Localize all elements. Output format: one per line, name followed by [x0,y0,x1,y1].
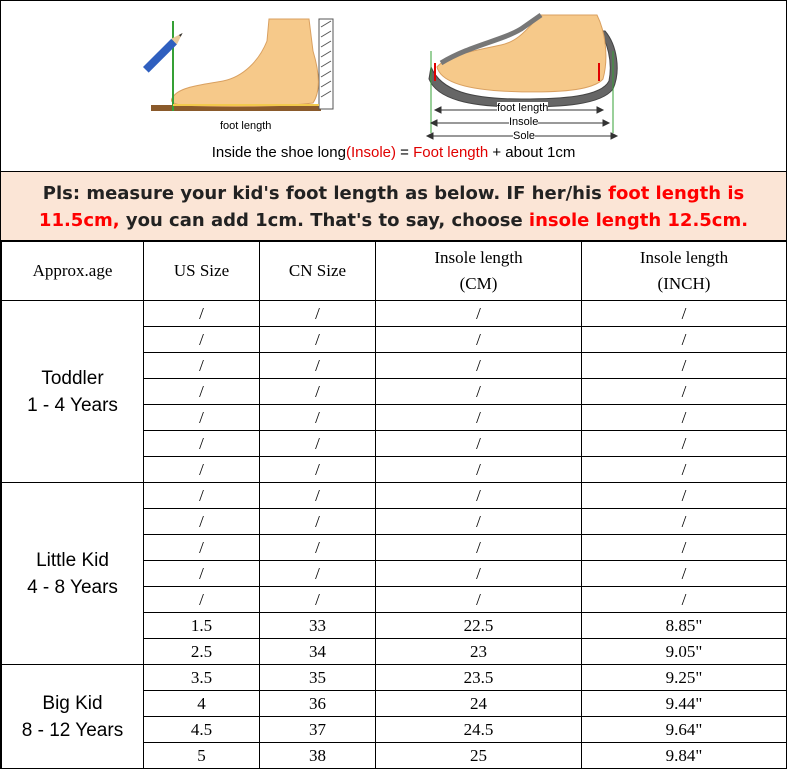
us-size-cell: / [144,405,260,431]
cn-size-cell: / [260,327,376,353]
insole-cm-cell: / [376,457,582,483]
insole-inch-cell: 9.25" [582,665,787,691]
age-group-cell [2,483,144,665]
us-size-cell: 4.5 [144,717,260,743]
insole-cm-cell: / [376,405,582,431]
insole-cm-cell: 23.5 [376,665,582,691]
header-us-size: US Size [144,242,260,301]
shoe-sole-label: Sole [513,130,536,142]
insole-cm-cell: / [376,509,582,535]
measurement-note [1,172,786,241]
caption-insole: (Insole) [345,144,396,161]
us-size-cell: 1.5 [144,613,260,639]
us-size-cell: / [144,587,260,613]
cn-size-cell: / [260,561,376,587]
cn-size-cell: / [260,301,376,327]
note-line-1 [1,180,786,207]
cn-size-cell: 33 [260,613,376,639]
us-size-cell: / [144,301,260,327]
insole-inch-cell: / [582,535,787,561]
cn-size-cell: / [260,587,376,613]
insole-inch-cell: / [582,379,787,405]
foot-measure-illustration [1,1,786,141]
us-size-cell: / [144,457,260,483]
note-line2-mid: you can add 1cm. That's to say, choose [119,210,529,231]
insole-cm-cell: 22.5 [376,613,582,639]
header-insole-cm-line1: Insole length [434,248,523,267]
insole-cm-cell: 24 [376,691,582,717]
insole-cm-cell: / [376,535,582,561]
us-size-cell: 3.5 [144,665,260,691]
cn-size-cell: / [260,509,376,535]
measurement-caption [1,144,786,161]
cn-size-cell: 38 [260,743,376,769]
insole-cm-cell: / [376,353,582,379]
cn-size-cell: / [260,457,376,483]
note-line1-red: foot length is [608,183,745,204]
insole-inch-cell: 8.85" [582,613,787,639]
header-insole-inch-line2: (INCH) [657,274,711,293]
table-row [2,483,787,509]
us-size-cell: / [144,483,260,509]
insole-inch-cell: 9.05" [582,639,787,665]
header-insole-inch-line1: Insole length [639,248,729,267]
header-cn-size: CN Size [260,242,376,301]
insole-cm-cell: / [376,587,582,613]
header-insole-cm [376,242,582,301]
insole-inch-cell: / [582,587,787,613]
insole-inch-cell: 9.84" [582,743,787,769]
table-row [2,665,787,691]
us-size-cell: / [144,379,260,405]
insole-inch-cell: 9.64" [582,717,787,743]
insole-inch-cell: / [582,457,787,483]
age-group-name: Big Kid [42,692,103,714]
cn-size-cell: / [260,353,376,379]
size-table [1,241,787,769]
header-approx-age: Approx.age [2,242,144,301]
insole-cm-cell: 23 [376,639,582,665]
cn-size-cell: / [260,431,376,457]
age-group-cell [2,301,144,483]
insole-inch-cell: 9.44" [582,691,787,717]
note-line-2 [1,207,786,234]
note-line2-red: 11.5cm, [38,210,120,231]
insole-inch-cell: / [582,301,787,327]
cn-size-cell: 34 [260,639,376,665]
measurement-diagram [1,1,786,172]
insole-inch-cell: / [582,405,787,431]
insole-inch-cell: / [582,561,787,587]
note-line2-red-end: insole length 12.5cm. [528,210,749,231]
note-line1-prefix: Pls: measure your kid's foot length as below. IF her/his [42,183,609,204]
insole-inch-cell: / [582,509,787,535]
us-size-cell: / [144,353,260,379]
cn-size-cell: / [260,405,376,431]
us-size-cell: 2.5 [144,639,260,665]
insole-inch-cell: / [582,353,787,379]
insole-cm-cell: / [376,301,582,327]
cn-size-cell: / [260,483,376,509]
table-body [2,301,787,769]
age-group-name: Toddler [41,367,104,389]
insole-cm-cell: / [376,431,582,457]
us-size-cell: / [144,327,260,353]
foot-icon [143,19,333,111]
age-group-range: 4 - 8 Years [27,576,118,598]
us-size-cell: / [144,535,260,561]
table-row [2,301,787,327]
insole-cm-cell: / [376,327,582,353]
shoe-insole-label: Insole [509,116,539,128]
cn-size-cell: / [260,379,376,405]
table-header-row [2,242,787,301]
caption-suffix: + about 1cm [488,144,576,161]
us-size-cell: 5 [144,743,260,769]
us-size-cell: / [144,509,260,535]
us-size-cell: 4 [144,691,260,717]
us-size-cell: / [144,561,260,587]
caption-foot-length: Foot length [413,144,489,161]
shoe-foot-length-label: foot length [497,102,549,114]
insole-cm-cell: 24.5 [376,717,582,743]
insole-cm-cell: / [376,379,582,405]
insole-inch-cell: / [582,431,787,457]
cn-size-cell: / [260,535,376,561]
age-group-name: Little Kid [36,549,109,571]
header-insole-inch [582,242,787,301]
cn-size-cell: 37 [260,717,376,743]
cn-size-cell: 36 [260,691,376,717]
age-group-cell [2,665,144,769]
insole-inch-cell: / [582,483,787,509]
caption-equals: = [396,144,414,161]
insole-cm-cell: 25 [376,743,582,769]
insole-inch-cell: / [582,327,787,353]
header-insole-cm-line2: (CM) [459,274,498,293]
insole-cm-cell: / [376,561,582,587]
caption-prefix: Inside the shoe long [211,144,346,161]
insole-cm-cell: / [376,483,582,509]
foot-length-label: foot length [220,120,272,132]
cn-size-cell: 35 [260,665,376,691]
us-size-cell: / [144,431,260,457]
age-group-range: 8 - 12 Years [21,719,124,741]
age-group-range: 1 - 4 Years [27,394,118,416]
